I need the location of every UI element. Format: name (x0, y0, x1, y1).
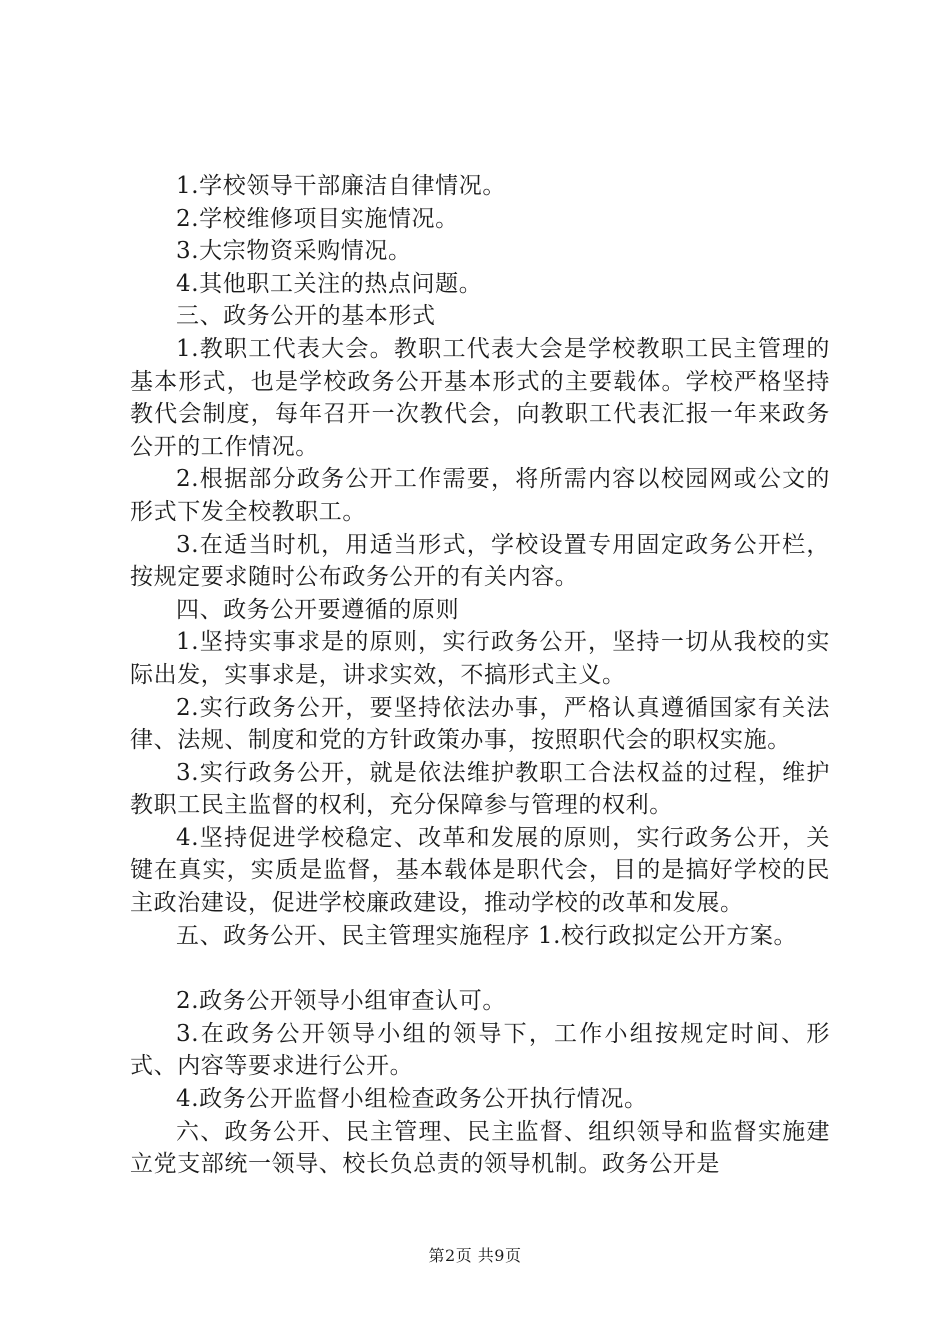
document-body (130, 170, 830, 1181)
paragraph-principle-3: 3.实行政务公开，就是依法维护教职工合法权益的过程，维护教职工民主监督的权利，充分保障参与管理的权利。 (130, 759, 830, 819)
paragraph-form-2: 2.根据部分政务公开工作需要，将所需内容以校园网或公文的形式下发全校教职工。 (130, 466, 830, 525)
paragraph-principle-2: 2.实行政务公开，要坚持依法办事，严格认真遵循国家有关法律、法规、制度和党的方针政策办事，按照职代会的职权实施。 (130, 694, 830, 754)
paragraph-procedure-2: 2.政务公开领导小组审查认可。 (176, 988, 506, 1015)
section-heading-5: 五、政务公开、民主管理实施程序 1.校行政拟定公开方案。 (176, 922, 798, 949)
section-heading-4: 四、政务公开要遵循的原则 (176, 596, 460, 623)
paragraph-item-2: 2.学校维修项目实施情况。 (176, 205, 459, 232)
paragraph-item-3: 3.大宗物资采购情况。 (176, 238, 412, 265)
paragraph-form-3: 3.在适当时机，用适当形式，学校设置专用固定政务公开栏，按规定要求随时公布政务公开的有关内容。 (130, 531, 830, 591)
section-heading-6: 六、政务公开、民主管理、民主监督、组织领导和监督实施建立党支部统一领导、校长负总责的领导机制。政务公开是 (130, 1118, 830, 1178)
paragraph-procedure-4: 4.政务公开监督小组检查政务公开执行情况。 (176, 1086, 648, 1113)
page-number-footer: 第2页 共9页 (428, 1246, 522, 1265)
paragraph-principle-4: 4.坚持促进学校稳定、改革和发展的原则，实行政务公开，关键在真实，实质是监督，基本载体是职代会，目的是搞好学校的民主政治建设，促进学校廉政建设，推动学校的改革和发展。 (130, 824, 830, 917)
paragraph-procedure-3: 3.在政务公开领导小组的领导下，工作小组按规定时间、形式、内容等要求进行公开。 (130, 1020, 830, 1080)
paragraph-form-1: 1.教职工代表大会。教职工代表大会是学校教职工民主管理的基本形式，也是学校政务公开基本形式的主要载体。学校严格坚持教代会制度，每年召开一次教代会，向教职工代表汇报一年来政务公开的工作情况。 (130, 335, 830, 460)
section-heading-3: 三、政务公开的基本形式 (176, 303, 436, 330)
paragraph-item-4: 4.其他职工关注的热点问题。 (176, 270, 483, 297)
paragraph-item-1: 1.学校领导干部廉洁自律情况。 (176, 173, 506, 199)
paragraph-principle-1: 1.坚持实事求是的原则，实行政务公开，坚持一切从我校的实际出发，实事求是，讲求实效，不搞形式主义。 (130, 629, 830, 688)
